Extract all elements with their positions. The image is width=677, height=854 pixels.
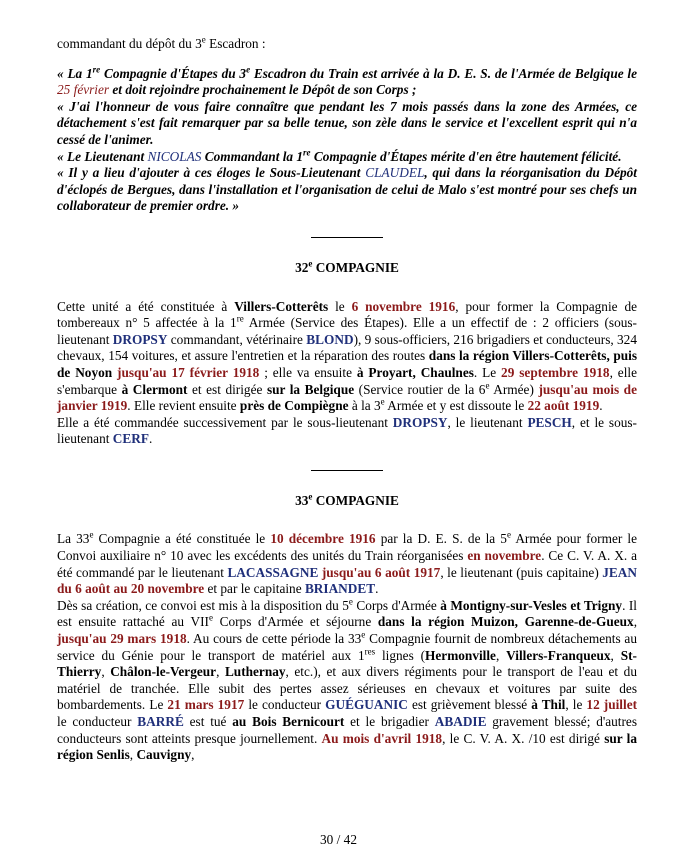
person-name: LACASSAGNE [227, 564, 319, 580]
text-run: lignes ( [375, 647, 426, 663]
text-run: Dès sa création, ce convoi est mis à la disposition du 5 [57, 597, 349, 613]
text-run: . [599, 398, 603, 414]
text-run: , le C. V. A. X. /10 est dirigé [442, 730, 605, 746]
intro-text: commandant du dépôt du 3 [57, 36, 202, 51]
superscript: re [92, 64, 101, 75]
text-run: (Service routier de la 6 [354, 381, 486, 397]
text-run: ), 9 sous-officiers, 216 brigadiers et conducteurs, 324 chevaux, 154 voitures, et assure l'entretien et la réparation des routes [57, 331, 637, 364]
heading-text: COMPAGNIE [312, 259, 399, 275]
person-name: JEAN [602, 564, 637, 580]
text-run: . Elle revient ensuite [127, 398, 240, 414]
text-run: est grièvement blessé [407, 697, 532, 713]
text-run: Armée et y est dissoute le [384, 398, 528, 414]
superscript: e [308, 258, 313, 269]
place-highlight: St-Thierry [57, 647, 637, 680]
text-run: gravement blessé; d'autres conducteurs sont atteints presque journellement. [57, 714, 637, 746]
date-highlight: 29 septembre 1918 [501, 364, 610, 380]
text-run: , [216, 664, 225, 680]
text-run: et le brigadier [344, 714, 435, 729]
quote-paragraph-3 [57, 149, 637, 166]
text-run: Elle a été commandée successivement par le sous-lieutenant [57, 414, 393, 430]
quote-paragraph-2: « J'ai l'honneur de vous faire connaître que pendant les 7 mois passés dans la zone des Armées, ce détachement s'est fait remarquer par sa belle tenue, son zèle dans le service et l'excellent esprit qui n'a cessé de l'animer. [57, 98, 637, 147]
person-name: CERF [112, 431, 149, 447]
heading-number: 32 [295, 259, 309, 275]
heading-number: 33 [295, 492, 309, 508]
quote-person-name: NICOLAS [147, 148, 202, 164]
section-heading-32 [57, 260, 637, 277]
text-run: , [191, 747, 195, 763]
text-run: Corps d'Armée [352, 597, 441, 613]
person-name: DROPSY [112, 331, 168, 347]
text-run: . Il est ensuite rattaché au VII [57, 597, 637, 630]
section32-paragraph-1 [57, 299, 637, 415]
intro-text-end: Escadron : [205, 36, 266, 51]
text-run: commandant, vétérinaire [167, 331, 307, 347]
text-run: Armée) [489, 381, 539, 397]
text-run: , elle s'embarque [57, 364, 637, 397]
quote-text: « Il y a lieu d'ajouter à ces éloges le Sous-Lieutenant [57, 165, 366, 181]
text-run: Armée (Service des Étapes). Elle a un effectif de : 2 officiers (sous-lieutenant [57, 315, 637, 347]
date-highlight: 21 mars 1917 [167, 697, 245, 713]
place-highlight: sur la région Senlis [57, 730, 637, 763]
superscript: re [303, 147, 311, 158]
quote-text: « Le Lieutenant [57, 148, 148, 164]
quote-text: « La 1 [57, 65, 93, 81]
text-run: , [633, 614, 638, 630]
section-divider [311, 237, 383, 238]
superscript: re [236, 313, 244, 324]
superscript: e [348, 596, 353, 607]
date-highlight: jusqu'au 29 mars 1918 [57, 631, 187, 647]
quote-text: Commandant la 1 [201, 148, 304, 164]
date-highlight: jusqu'au mois de janvier 1919 [57, 381, 637, 414]
place-highlight: à Clermont [121, 381, 188, 397]
superscript: e [89, 530, 94, 541]
place-highlight: au Bois Bernicourt [232, 714, 345, 729]
date-highlight: 10 décembre 1916 [270, 531, 376, 547]
text-run: par la D. E. S. de la 5 [375, 531, 507, 547]
person-name: BARRÉ [137, 714, 184, 729]
quote-date: 25 février [57, 82, 110, 98]
text-run: , le [565, 697, 587, 713]
text-run: , le lieutenant [447, 414, 528, 430]
text-run: , le lieutenant (puis capitaine) [440, 564, 603, 580]
place-highlight: près de Compiègne [239, 398, 349, 414]
text-run: Corps d'Armée et séjourne [212, 614, 378, 630]
section33-paragraph-2 [57, 598, 637, 764]
person-name: ABADIE [434, 714, 487, 729]
superscript: res [364, 646, 376, 657]
text-run: , [495, 647, 507, 663]
intro-line [57, 36, 637, 53]
date-highlight: du 6 août au 20 novembre [57, 581, 205, 597]
text-run: , pour former la Compagnie de tombereaux n° 5 affectée à la 1 [57, 298, 637, 331]
place-highlight: dans la région Muizon, Garenne-de-Gueux [377, 614, 634, 630]
person-name: PESCH [527, 414, 572, 430]
place-highlight: à Thil [531, 697, 566, 713]
place-highlight: à Montigny-sur-Vesles et Trigny [440, 597, 623, 613]
text-run: Compagnie fournit de nombreux détachements au service du Génie pour le transport de matériel aux 1 [57, 631, 637, 663]
superscript: e [208, 613, 213, 624]
date-highlight: Au mois d'avril 1918 [321, 730, 443, 746]
person-name: DROPSY [392, 414, 448, 430]
text-run: , [101, 664, 111, 680]
superscript: e [201, 34, 206, 45]
quote-paragraph-4 [57, 165, 637, 215]
date-highlight: en novembre [467, 548, 542, 564]
section-heading-33 [57, 493, 637, 510]
text-run: et est dirigée [187, 381, 267, 397]
text-run: Armée pour former le Convoi auxiliaire n° 10 avec les excédents des unités du Train réorganisées [57, 531, 637, 564]
document-page [57, 36, 637, 764]
text-run: le conducteur [57, 714, 138, 729]
quote-text: , qui dans la réorganisation du Dépôt d'éclopés de Bergues, dans l'installation et l'organisation de celui de Malo s'est montré pour ses chefs un collaborateur de premier ordre. » [57, 165, 638, 214]
section-divider [311, 470, 383, 471]
place-highlight: Villers-Franqueux [506, 647, 611, 663]
place-highlight: Villers-Cotterêts [234, 298, 329, 314]
date-highlight: 6 novembre 1916 [351, 298, 456, 314]
text-run: . Au cours de cette période la 33 [186, 631, 362, 647]
superscript: e [308, 491, 313, 502]
place-highlight: dans la région Villers-Cotterêts, puis de Noyon [57, 348, 637, 380]
date-highlight: jusqu'au 6 août 1917 [321, 564, 441, 580]
place-highlight: Hermonville [425, 647, 496, 663]
text-run: , et le sous-lieutenant [57, 414, 637, 447]
text-run: . [375, 581, 379, 597]
person-name: BRIANDET [304, 581, 376, 597]
text-run: , [129, 747, 137, 763]
text-run: , [610, 647, 621, 663]
quote-text: Compagnie d'Étapes mérite d'en être hautement félicité. [310, 148, 622, 164]
text-run: . [148, 431, 153, 447]
date-highlight: 22 août 1919 [527, 398, 600, 414]
superscript: e [485, 380, 490, 391]
text-run: . Le [473, 364, 502, 380]
text-run: à la 3 [348, 398, 381, 414]
superscript: e [506, 530, 511, 541]
citation-block [57, 66, 637, 215]
place-highlight: Cauvigny [136, 747, 192, 763]
place-highlight: Châlon-le-Vergeur [110, 664, 217, 680]
date-highlight: jusqu'au 17 février 1918 [117, 364, 260, 380]
text-run: La 33 [57, 531, 90, 547]
text-run: . Ce C. V. A. X. a été commandé par le lieutenant [57, 548, 638, 580]
quote-text: Compagnie d'Étapes du 3 [100, 65, 247, 81]
place-highlight: sur la Belgique [266, 381, 355, 397]
text-run: le [328, 298, 352, 314]
date-highlight: 12 juillet [586, 697, 638, 713]
section32-paragraph-2 [57, 415, 637, 448]
heading-text: COMPAGNIE [312, 492, 399, 508]
place-highlight: à Proyart, Chaulnes [356, 364, 474, 380]
person-name: GUÉGUANIC [325, 697, 408, 713]
text-run: Compagnie a été constituée le [93, 531, 271, 547]
person-name: BLOND [306, 331, 354, 347]
page-number: 30 / 42 [320, 832, 357, 847]
text-run: , etc.), et aux divers régiments pour le transport de l'eau et du matériel de tranchée. Elle subit des pertes assez sérieuses en chevaux et voitures par suite des bombardements. Le [57, 664, 637, 713]
quote-text: Escadron du Train est arrivée à la D. E. S. de l'Armée de Belgique le [250, 65, 638, 81]
text-run: est tué [183, 714, 233, 729]
text-run: Cette unité a été constituée à [57, 298, 235, 314]
superscript: e [246, 64, 251, 75]
section33-paragraph-1 [57, 531, 637, 597]
quote-text: et doit rejoindre prochainement le Dépôt de son Corps ; [109, 82, 417, 98]
text-run: ; elle va ensuite [259, 364, 357, 380]
superscript: e [380, 396, 385, 407]
place-highlight: Luthernay [224, 664, 286, 680]
text-run: le conducteur [244, 697, 326, 713]
text-run: et par le capitaine [204, 581, 305, 597]
quote-paragraph-1 [57, 66, 637, 99]
superscript: e [361, 629, 366, 640]
quote-person-name: CLAUDEL [365, 165, 425, 181]
